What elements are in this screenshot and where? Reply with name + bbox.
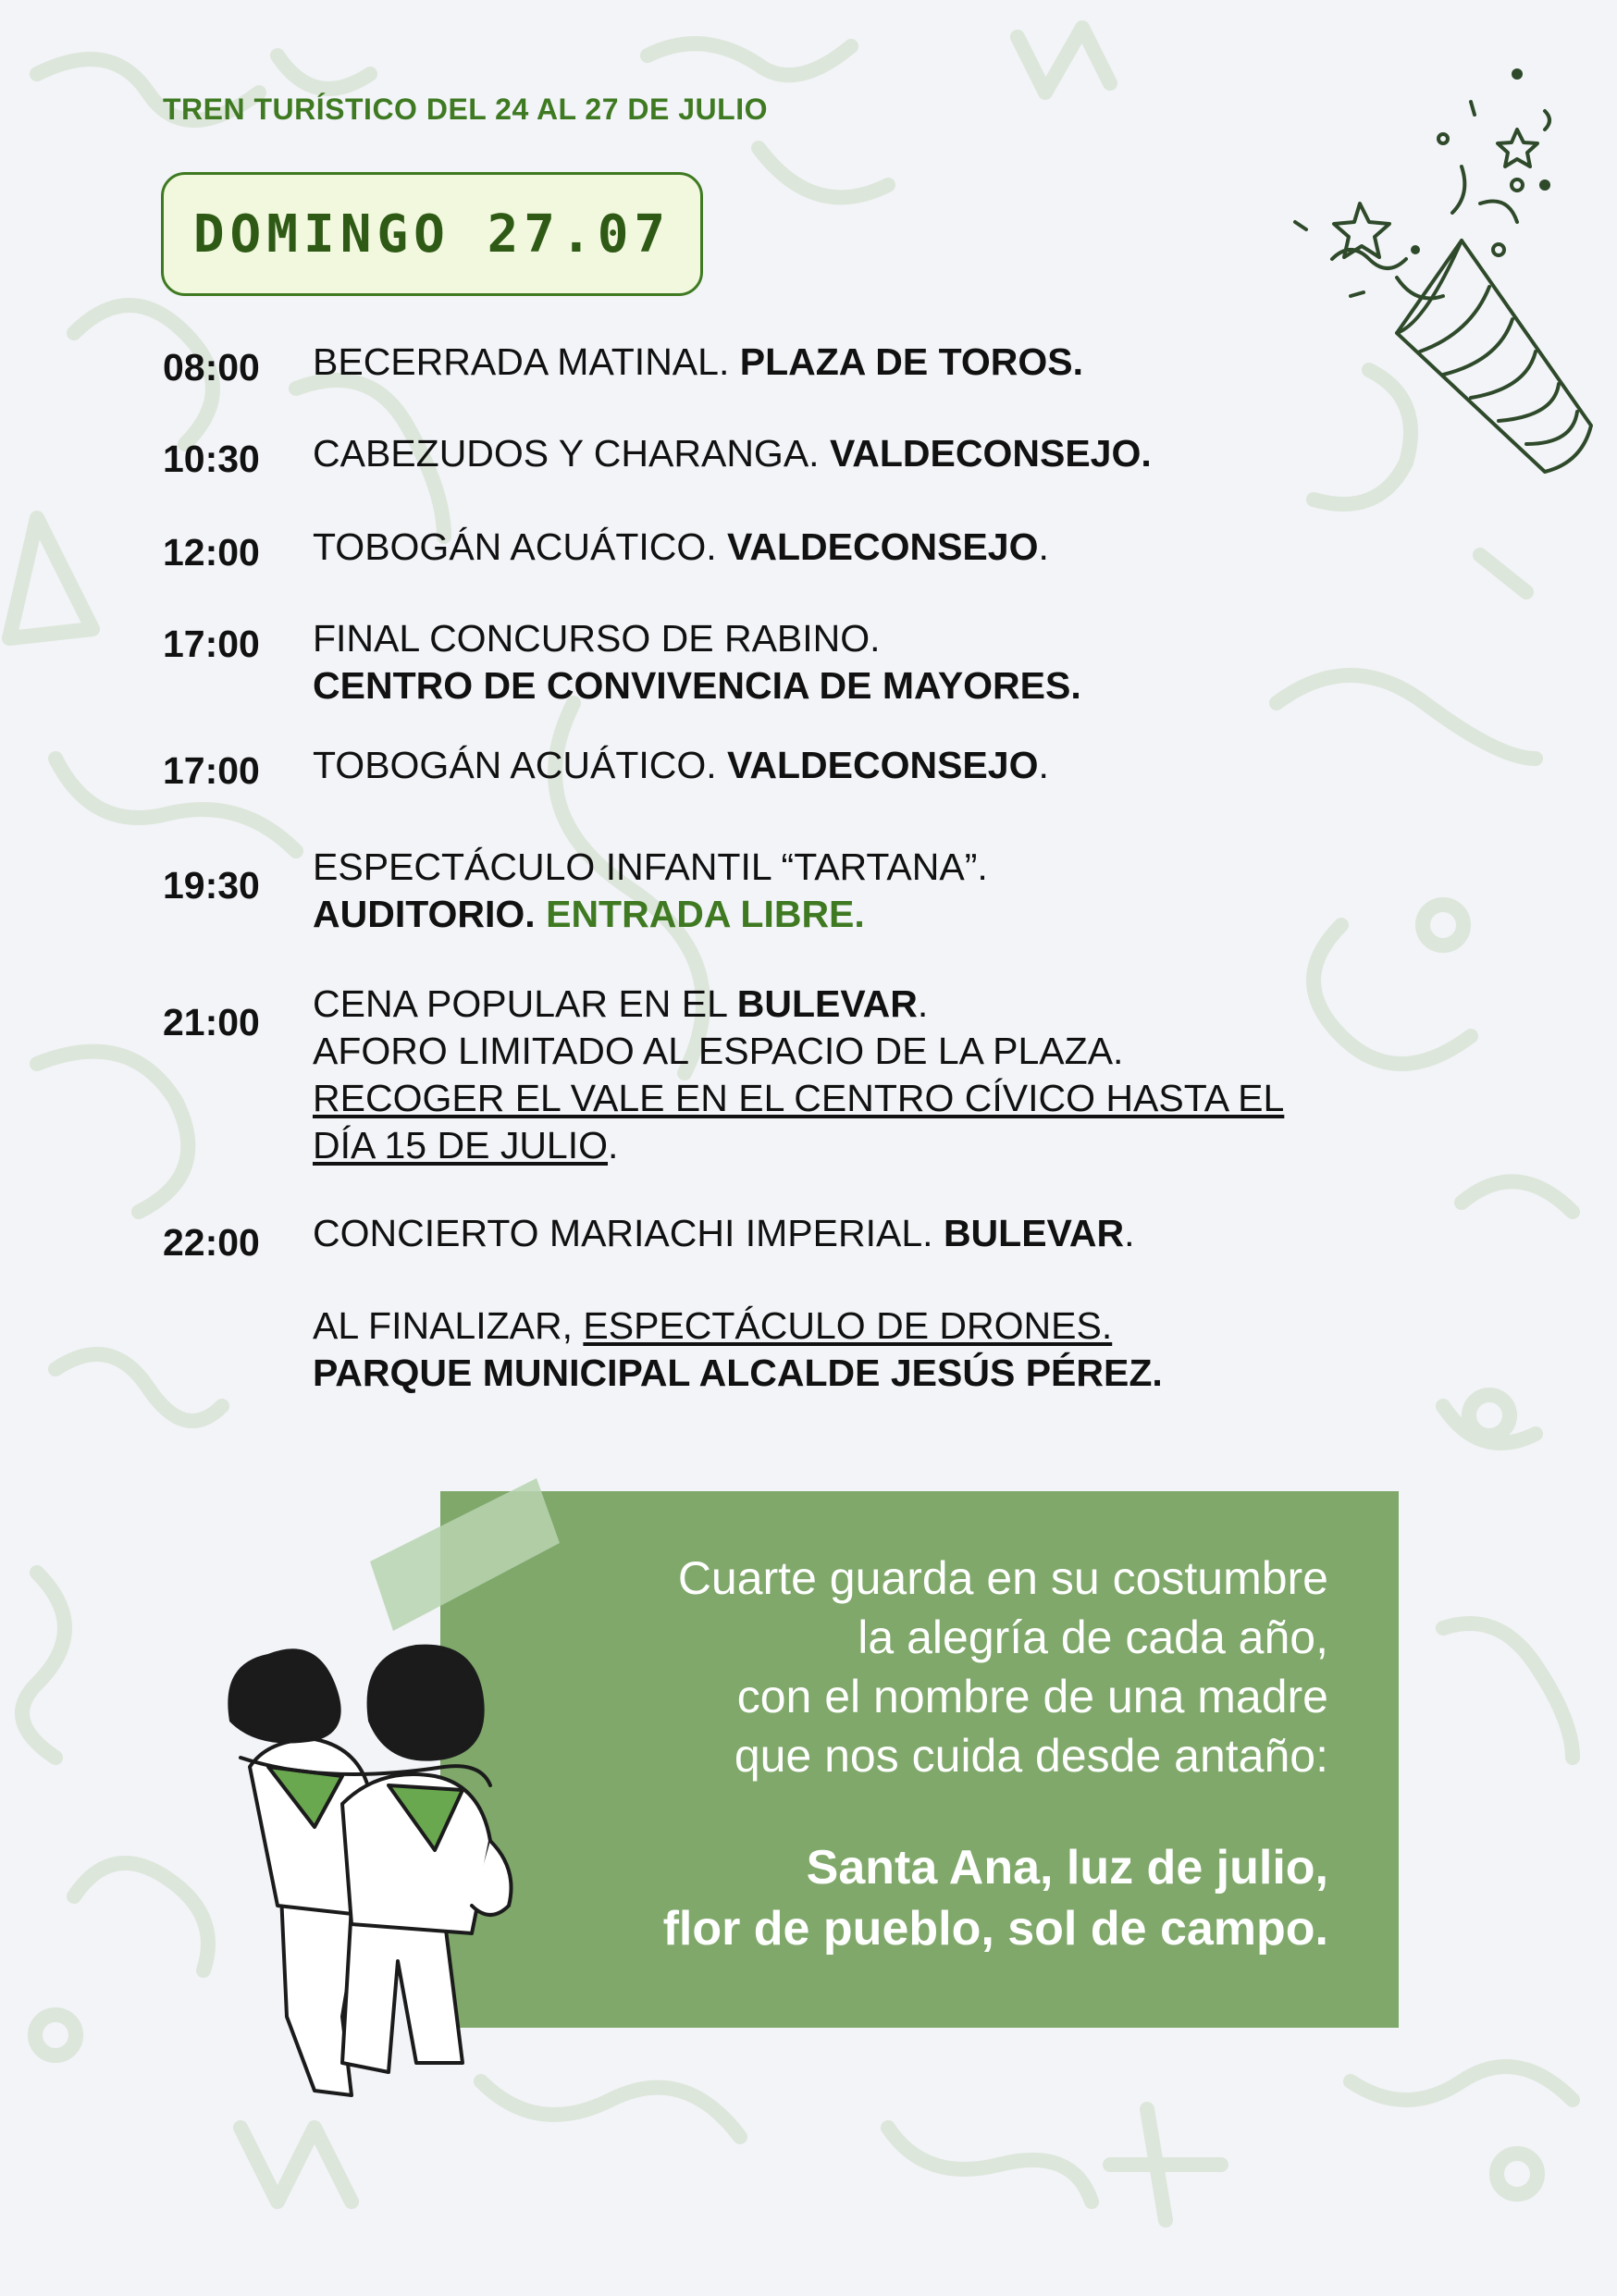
poem-panel: [440, 1491, 1399, 2028]
schedule-text: ESPECTÁCULO DE DRONES.: [583, 1304, 1113, 1347]
schedule-time: 17:00: [163, 749, 260, 792]
poem-line: la alegría de cada año,: [858, 1611, 1328, 1663]
schedule-line: [313, 1075, 1284, 1122]
poem-line-bold: Santa Ana, luz de julio,: [806, 1841, 1328, 1895]
schedule-description: [313, 524, 1049, 571]
schedule-description: [313, 844, 988, 938]
schedule-text: ESPECTÁCULO INFANTIL “TARTANA”.: [313, 846, 988, 888]
poem-line-bold: flor de pueblo, sol de campo.: [662, 1902, 1328, 1956]
schedule-text: .: [1038, 525, 1049, 568]
schedule-text: FINAL CONCURSO DE RABINO.: [313, 617, 881, 660]
schedule-line: [313, 1028, 1284, 1075]
schedule-description: [313, 981, 1284, 1169]
schedule-description: [313, 1210, 1134, 1257]
schedule-row: [163, 982, 1458, 1167]
schedule-text: .: [917, 982, 929, 1025]
schedule-row: [163, 432, 1458, 480]
schedule-line: [313, 339, 1083, 386]
schedule-text: AUDITORIO.: [313, 893, 547, 935]
schedule-text: VALDECONSEJO: [727, 744, 1039, 786]
schedule-text: ENTRADA LIBRE.: [546, 893, 865, 935]
schedule-line: [313, 844, 988, 891]
schedule-description: [313, 615, 1081, 710]
schedule-time: 21:00: [163, 1001, 260, 1043]
schedule-row: [163, 846, 1458, 935]
schedule-time: 10:30: [163, 438, 260, 480]
schedule-description: [313, 339, 1083, 386]
schedule-line: [313, 1350, 1163, 1397]
schedule-text: TOBOGÁN ACUÁTICO.: [313, 744, 728, 786]
schedule-row: [163, 340, 1458, 389]
schedule-line: [313, 891, 988, 938]
schedule-line: [313, 615, 1081, 662]
party-horn-icon: [1240, 56, 1610, 490]
day-title-badge: [161, 172, 703, 296]
schedule-row: [163, 1212, 1458, 1264]
schedule-time: 08:00: [163, 346, 260, 389]
schedule-description: [313, 1302, 1163, 1397]
schedule-text: DÍA 15 DE JULIO: [313, 1124, 609, 1167]
schedule-text: AFORO LIMITADO AL ESPACIO DE LA PLAZA.: [313, 1030, 1124, 1072]
schedule-text: VALDECONSEJO.: [829, 432, 1152, 475]
schedule-text: AL FINALIZAR,: [313, 1304, 584, 1347]
schedule-line: [313, 1210, 1134, 1257]
schedule-time: 22:00: [163, 1221, 260, 1264]
poem-line: con el nombre de una madre: [736, 1671, 1328, 1722]
schedule-text: BULEVAR: [736, 982, 918, 1025]
friends-illustration: [213, 1628, 564, 2109]
schedule-line: [313, 524, 1049, 571]
schedule-line: [313, 662, 1081, 710]
schedule-text: PLAZA DE TOROS.: [739, 340, 1084, 383]
poem-text: [663, 1549, 1328, 1959]
schedule-line: [313, 1302, 1163, 1350]
schedule-description: [313, 742, 1049, 789]
schedule-text: CABEZUDOS Y CHARANGA.: [313, 432, 830, 475]
event-subtitle: TREN TURÍSTICO DEL 24 AL 27 DE JULIO: [163, 93, 768, 126]
schedule-line: [313, 1122, 1284, 1169]
schedule-text: .: [608, 1124, 619, 1167]
schedule-text: RECOGER EL VALE EN EL CENTRO CÍVICO HASTA EL: [313, 1077, 1285, 1119]
schedule-text: TOBOGÁN ACUÁTICO.: [313, 525, 728, 568]
schedule-description: [313, 430, 1152, 477]
schedule-line: [313, 981, 1284, 1028]
schedule-line: [313, 430, 1152, 477]
schedule-time: 19:30: [163, 864, 260, 907]
schedule-text: .: [1124, 1212, 1135, 1254]
day-title: DOMINGO 27.07: [192, 204, 672, 265]
schedule-text: CONCIERTO MARIACHI IMPERIAL.: [313, 1212, 944, 1254]
schedule-row: [163, 744, 1458, 792]
schedule-text: BECERRADA MATINAL.: [313, 340, 740, 383]
schedule-text: PARQUE MUNICIPAL ALCALDE JESÚS PÉREZ.: [313, 1352, 1163, 1394]
poem-line: que nos cuida desde antaño:: [734, 1730, 1328, 1782]
schedule-time: 12:00: [163, 531, 260, 574]
schedule-text: CENA POPULAR EN EL: [313, 982, 737, 1025]
schedule-row: [163, 525, 1458, 574]
schedule-text: .: [1038, 744, 1049, 786]
schedule-line: [313, 742, 1049, 789]
schedule-text: VALDECONSEJO: [727, 525, 1039, 568]
schedule-row: [163, 1304, 1458, 1394]
schedule-time: 17:00: [163, 623, 260, 665]
schedule-text: CENTRO DE CONVIVENCIA DE MAYORES.: [313, 664, 1081, 707]
schedule-text: BULEVAR: [943, 1212, 1125, 1254]
schedule-row: [163, 617, 1458, 707]
tape-decoration: [352, 1478, 564, 1645]
poem-line: Cuarte guarda en su costumbre: [677, 1552, 1328, 1604]
